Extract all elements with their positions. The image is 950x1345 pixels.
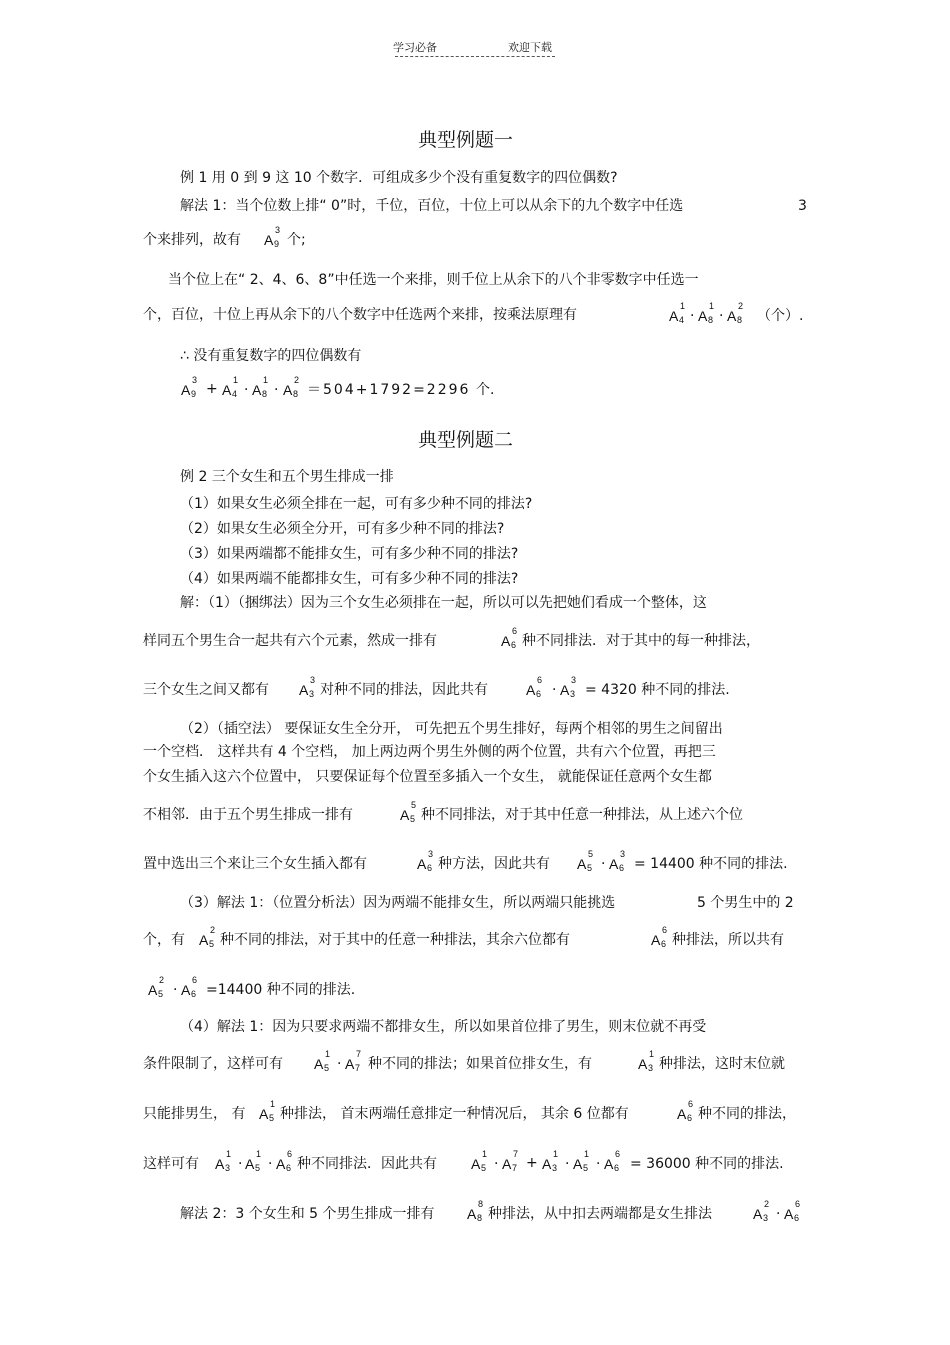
answer4-line-b-mid: 种不同的排法；如果首位排女生，有 (368, 1056, 592, 1072)
header-left: 学习必备 (393, 41, 437, 54)
answer2-line-d: 不相邻．由于五个男生排成一排有 (143, 807, 353, 823)
final-equation-end: 个. (476, 382, 495, 398)
header-right: 欢迎下载 (508, 41, 552, 54)
therefore-line: ∴ 没有重复数字的四位偶数有 (180, 348, 362, 364)
solution1-line-d: 个，百位，十位上再从余下的八个数字中任选两个来排，按乘法原理有 (143, 307, 577, 323)
question-3: （3）如果两端都不能排女生，可有多少种不同的排法? (180, 546, 519, 562)
answer4-line-a: （4）解法 1：因为只要求两端不都排女生，所以如果首位排了男生，则末位就不再受 (180, 1019, 707, 1035)
answer4-line-c-mid: 种排法， 首末两端任意排定一种情况后， 其余 6 位都有 (280, 1106, 629, 1122)
solution1-line-c: 当个位上在“ 2、4、6、8”中任选一个来排，则千位上从余下的八个非零数字中任选一 (168, 272, 699, 288)
section-title-1: 典型例题一 (418, 129, 514, 151)
answer2-line-c: 个女生插入这六个位置中， 只要保证每个位置至多插入一个女生， 就能保证任意两个女生都 (143, 769, 712, 785)
solution1-line-a-num: 3 (798, 198, 807, 214)
header-underline (395, 56, 555, 57)
final-equation: ＝504+1792=2296 (307, 382, 471, 398)
answer4-line-b: 条件限制了，这样可有 (143, 1056, 283, 1072)
answer2-line-e: 置中选出三个来让三个女生插入都有 (143, 856, 367, 872)
solution1-line-d-end: （个）. (757, 308, 804, 324)
question-1: （1）如果女生必须全排在一起，可有多少种不同的排法? (180, 496, 533, 512)
answer1-line-b-end: 种不同排法．对于其中的每一种排法， (522, 633, 760, 649)
answer1-line-a: 解：（1）（捆绑法）因为三个女生必须排在一起，所以可以先把她们看成一个整体，这 (180, 595, 707, 611)
answer4-line-d: 这样可有 (143, 1156, 199, 1172)
answer4-method2-mid: 种排法，从中扣去两端都是女生排法 (488, 1206, 712, 1222)
question-4: （4）如果两端不能都排女生，可有多少种不同的排法? (180, 571, 519, 587)
answer2-line-a: （2）（插空法） 要保证女生全分开， 可先把五个男生排好，每两个相邻的男生之间留出 (180, 721, 723, 737)
answer3-line-a-end: 5 个男生中的 2 (697, 895, 794, 911)
example-2: 例 2 三个女生和五个男生排成一排 (180, 469, 394, 485)
answer1-line-c-mid: 对种不同的排法，因此共有 (320, 682, 488, 698)
answer3-line-b-end: 种排法，所以共有 (672, 932, 784, 948)
answer4-line-c-end: 种不同的排法， (698, 1106, 796, 1122)
answer2-line-d-end: 种不同排法，对于其中任意一种排法，从上述六个位 (421, 807, 743, 823)
answer3-line-b: 个，有 (143, 932, 185, 948)
answer4-line-b-end: 种排法，这时末位就 (659, 1056, 785, 1072)
answer4-line-d-end: = 36000 种不同的排法. (630, 1156, 784, 1172)
solution1-line-b-end: 个; (287, 232, 306, 248)
example-1: 例 1 用 0 到 9 这 10 个数字．可组成多少个没有重复数字的四位偶数? (180, 170, 618, 186)
answer1-line-c-end: = 4320 种不同的排法. (585, 682, 730, 698)
answer4-line-d-mid: 种不同排法．因此共有 (297, 1156, 437, 1172)
answer2-line-e-end: = 14400 种不同的排法. (634, 856, 788, 872)
answer4-line-c: 只能排男生， 有 (143, 1106, 246, 1122)
answer2-line-b: 一个空档． 这样共有 4 个空档， 加上两边两个男生外侧的两个位置，共有六个位置，再把三 (143, 744, 716, 760)
answer3-line-a: （3）解法 1：（位置分析法）因为两端不能排女生，所以两端只能挑选 (180, 895, 616, 911)
answer2-line-e-mid: 种方法，因此共有 (438, 856, 550, 872)
answer3-line-c-end: =14400 种不同的排法. (206, 982, 356, 998)
answer4-method2: 解法 2：3 个女生和 5 个男生排成一排有 (180, 1206, 435, 1222)
question-2: （2）如果女生必须全分开，可有多少种不同的排法? (180, 521, 505, 537)
solution1-line-a: 解法 1：当个位数上排“ 0”时，千位，百位，十位上可以从余下的九个数字中任选 (180, 198, 684, 214)
answer1-line-b: 样同五个男生合一起共有六个元素，然成一排有 (143, 633, 437, 649)
solution1-line-b: 个来排列，故有 (143, 232, 241, 248)
answer1-line-c: 三个女生之间又都有 (143, 682, 269, 698)
answer3-line-b-mid: 种不同的排法，对于其中的任意一种排法，其余六位都有 (220, 932, 570, 948)
section-title-2: 典型例题二 (418, 429, 514, 451)
